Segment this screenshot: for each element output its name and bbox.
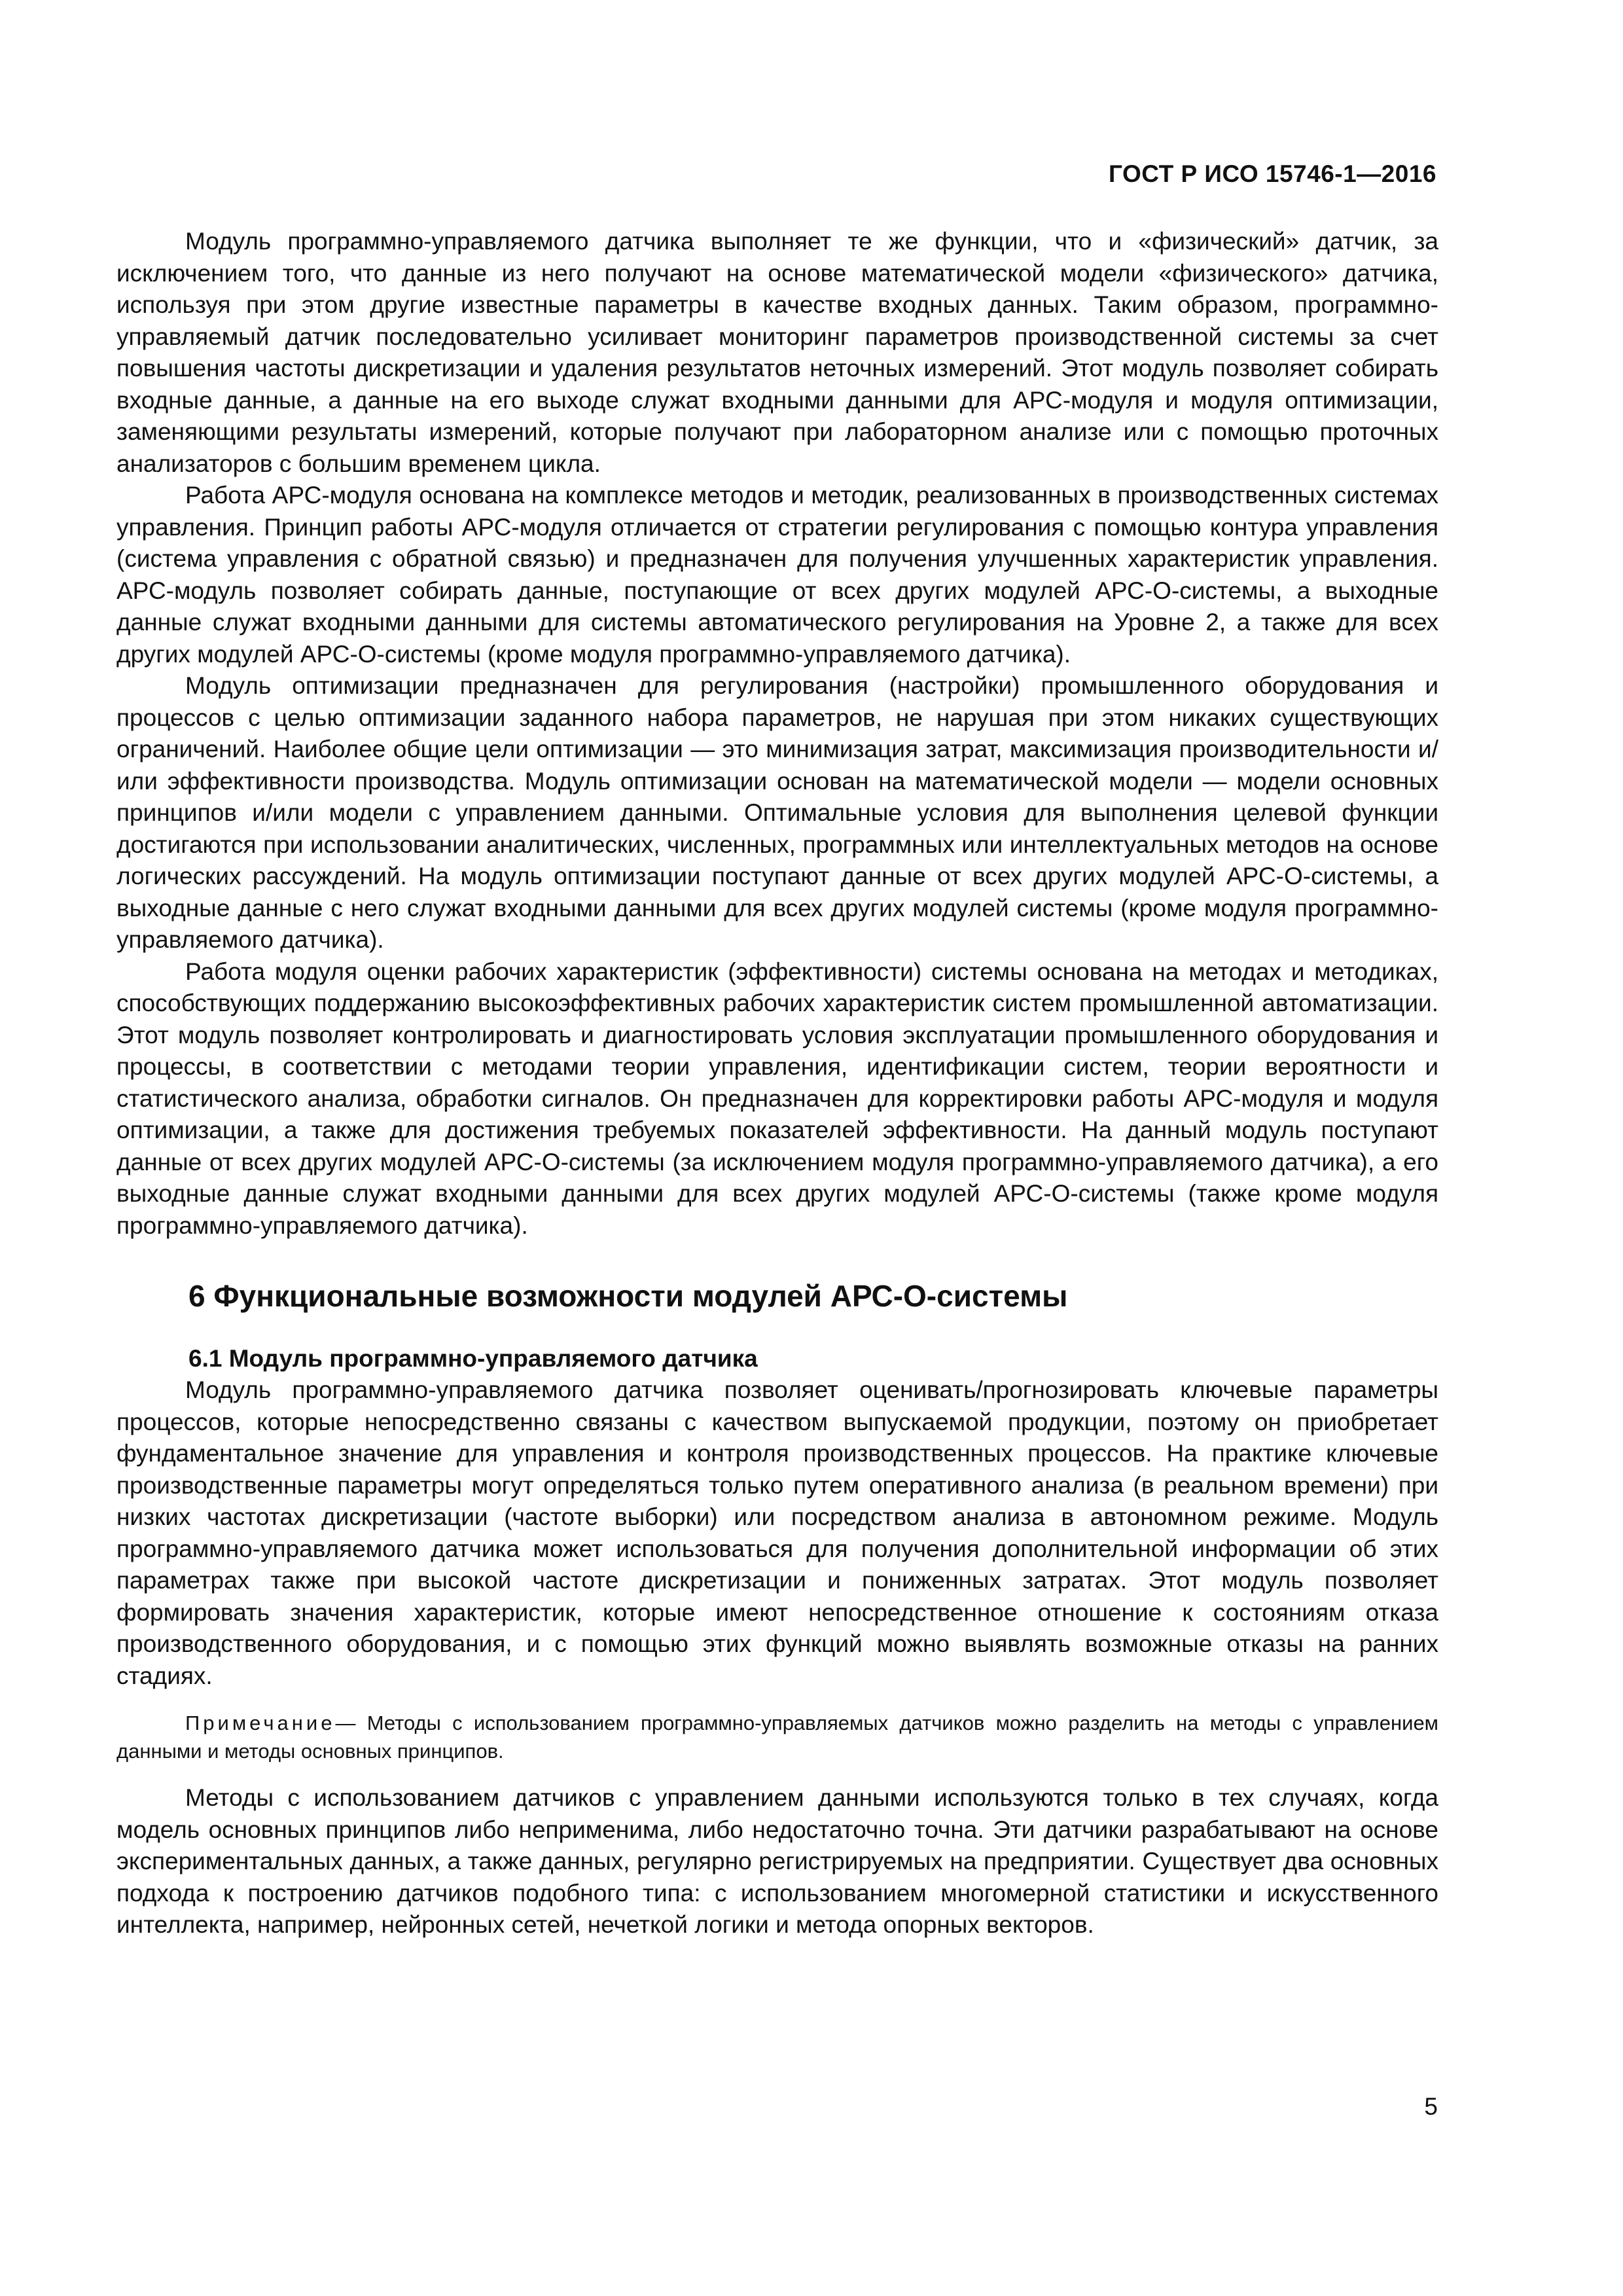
page-number: 5	[1424, 2093, 1438, 2120]
paragraph-performance-module: Работа модуля оценки рабочих характеристик (эффективности) системы основана на методах и методиках, способствующих поддержанию высокоэффективных рабочих характеристик систем промышленной автоматизации. Этот модуль позволяет контролировать и диагностировать условия эксплуатации промышленного оборудования и процессы, в соответствии с методами теории управления, идентификации систем, теории вероятности и статистического анализа, обработки сигналов. Он предназначен для корректировки работы АРС-модуля и модуля оптимизации, а также для достижения требуемых показателей эффективности. На данный модуль поступают данные от всех других модулей АРС-О-системы (за исключением модуля программно-управляемого датчика), а его выходные данные служат входными данными для всех других модулей АРС-О-системы (также кроме модуля программно-управляемого датчика).	[116, 958, 1438, 1239]
page-body	[116, 226, 1438, 1941]
paragraph-soft-sensor-overview: Модуль программно-управляемого датчика выполняет те же функции, что и «физический» датчик, за исключением того, что данные из него получают на основе математической модели «физического» датчика, используя при этом другие известные параметры в качестве входных данных. Таким образом, программно-управляемый датчик последовательно усиливает мониторинг параметров производственной системы за счет повышения частоты дискретизации и удаления результатов неточных измерений. Этот модуль позволяет собирать входные данные, а данные на его выходе служат входными данными для АРС-модуля и модуля оптимизации, заменяющими результаты измерений, которые получают при лабораторном анализе или с помощью проточных анализаторов с большим временем цикла.	[116, 228, 1438, 477]
note-paragraph	[116, 1709, 1438, 1765]
note-text: — Методы с использованием программно-управляемых датчиков можно разделить на методы с управлением данными и методы основных принципов.	[116, 1712, 1438, 1763]
paragraph-optimization-module: Модуль оптимизации предназначен для регулирования (настройки) промышленного оборудования и процессов с целью оптимизации заданного набора параметров, не нарушая при этом никаких существующих ограничений. Наиболее общие цели оптимизации — это минимизация затрат, максимизация производительности и/или эффективности производства. Модуль оптимизации основан на математической модели — модели основных принципов и/или модели с управлением данными. Оптимальные условия для выполнения целевой функции достигаются при использовании аналитических, численных, программных или интеллектуальных методов на основе логических рассуждений. На модуль оптимизации поступают данные от всех других модулей АРС-О-системы, а выходные данные с него служат входными данными для всех других модулей системы (кроме модуля программно-управляемого датчика).	[116, 672, 1438, 953]
subsection-heading: 6.1 Модуль программно-управляемого датчика	[188, 1345, 758, 1372]
note-label: Примечание	[185, 1712, 336, 1734]
section-heading: 6 Функциональные возможности модулей АРС-О-системы	[188, 1279, 1068, 1313]
document-code-header: ГОСТ Р ИСО 15746-1—2016	[1109, 160, 1436, 187]
paragraph-soft-sensor-function: Модуль программно-управляемого датчика позволяет оценивать/прогнозировать ключевые параметры процессов, которые непосредственно связаны с качеством выпускаемой продукции, поэтому он приобретает фундаментальное значение для управления и контроля производственных процессов. На практике ключевые производственные параметры могут определяться только путем оперативного анализа (в реальном времени) при низких частотах дискретизации (частоте выборки) или посредством анализа в автономном режиме. Модуль программно-управляемого датчика может использоваться для получения дополнительной информации об этих параметрах также при высокой частоте дискретизации и пониженных затратах. Этот модуль позволяет формировать значения характеристик, которые имеют непосредственное отношение к состояниям отказа производственного оборудования, и с помощью этих функций можно выявлять возможные отказы на ранних стадиях.	[116, 1376, 1438, 1689]
paragraph-data-driven-methods: Методы с использованием датчиков с управлением данными используются только в тех случаях, когда модель основных принципов либо неприменима, либо недостаточно точна. Эти датчики разрабатывают на основе экспериментальных данных, а также данных, регулярно регистрируемых на предприятии. Существует два основных подхода к построению датчиков подобного типа: с использованием многомерной статистики и искусственного интеллекта, например, нейронных сетей, нечеткой логики и метода опорных векторов.	[116, 1784, 1438, 1938]
paragraph-apc-module: Работа АРС-модуля основана на комплексе методов и методик, реализованных в производственных системах управления. Принцип работы АРС-модуля отличается от стратегии регулирования с помощью контура управления (система управления с обратной связью) и предназначен для получения улучшенных характеристик управления. АРС-модуль позволяет собирать данные, поступающие от всех других модулей АРС-О-системы, а выходные данные служат входными данными для системы автоматического регулирования на Уровне 2, а также для всех других модулей АРС-О-системы (кроме модуля программно-управляемого датчика).	[116, 482, 1438, 668]
